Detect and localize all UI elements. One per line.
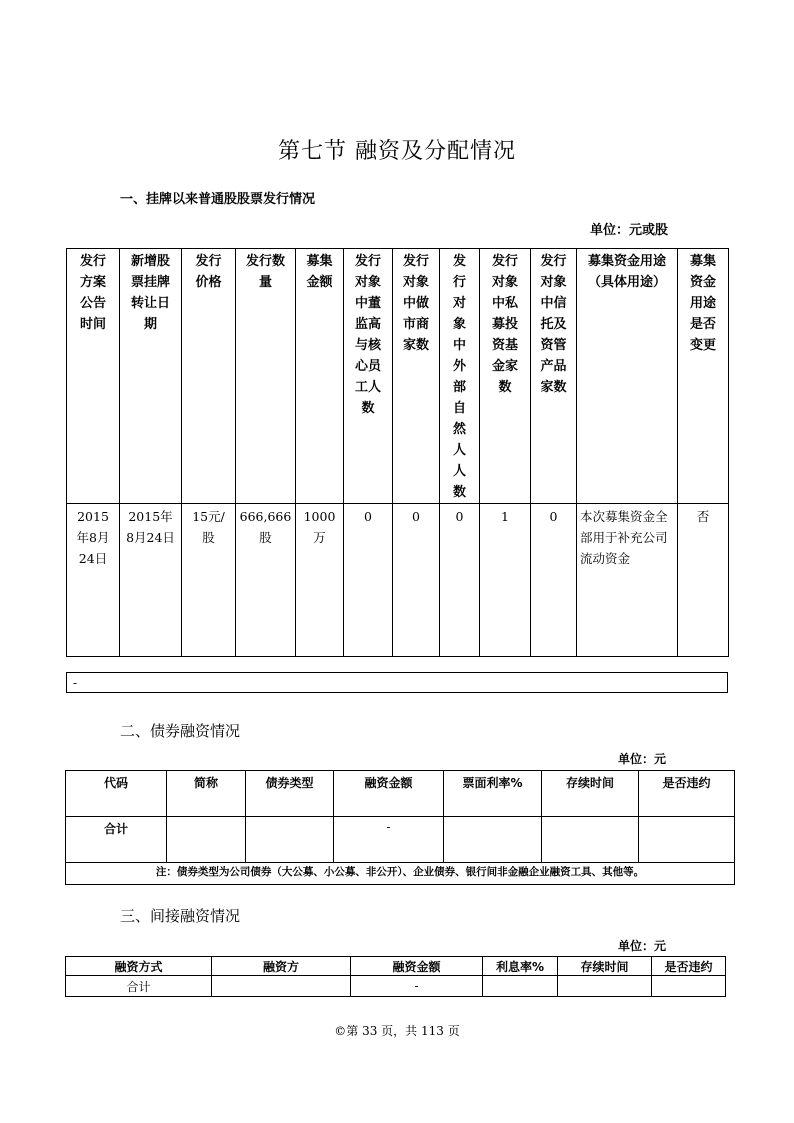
table-row [66, 976, 726, 997]
section1-note-box: - [66, 672, 728, 693]
header-cell: 新增股票挂牌转让日期 [120, 249, 182, 504]
page-title: 第七节 融资及分配情况 [278, 139, 516, 164]
section3-unit: 单位：元 [618, 939, 667, 953]
header-cell: 是否违约 [639, 771, 735, 817]
total-label: 合计 [66, 976, 212, 997]
header-cell: 是否违约 [652, 957, 726, 976]
issue-announce-date: 2015年8月24日 [67, 504, 120, 657]
header-cell: 融资方式 [66, 957, 212, 976]
header-cell: 募集金额 [296, 249, 344, 504]
table-cell [558, 976, 652, 997]
header-cell: 融资金额 [334, 771, 444, 817]
market-maker-count: 0 [393, 504, 440, 657]
header-cell: 存续时间 [558, 957, 652, 976]
header-cell: 发行对象中做市商家数 [393, 249, 440, 504]
header-cell: 票面利率% [444, 771, 542, 817]
table-cell [652, 976, 726, 997]
section1-unit: 单位：元或股 [590, 223, 669, 238]
issue-price: 15元/股 [182, 504, 236, 657]
header-cell: 利息率% [483, 957, 558, 976]
total-label: 合计 [66, 817, 167, 863]
header-cell: 发行对象中私募投资基金家数 [480, 249, 531, 504]
total-amount: - [351, 976, 483, 997]
header-cell: 发行对象中外部自然人人数 [440, 249, 480, 504]
table-cell [246, 817, 334, 863]
table-header-row [67, 249, 729, 504]
header-cell: 发行数量 [236, 249, 296, 504]
total-amount: - [334, 817, 444, 863]
bond-type-note: 注：债券类型为公司债券（大公募、小公募、非公开）、企业债券、银行间非金融企业融资工具、其他等。 [66, 863, 735, 885]
listing-date: 2015年8月24日 [120, 504, 182, 657]
table-row [67, 504, 729, 657]
issue-quantity: 666,666股 [236, 504, 296, 657]
table-header-row [66, 957, 726, 976]
header-cell: 简称 [167, 771, 246, 817]
page-footer: ©第 33 页，共 113 页 [334, 1024, 460, 1038]
external-persons-count: 0 [440, 504, 480, 657]
table-note-row [66, 863, 735, 885]
header-cell: 融资金额 [351, 957, 483, 976]
table-header-row [66, 771, 735, 817]
header-cell: 发行价格 [182, 249, 236, 504]
header-cell: 发行对象中信托及资管产品家数 [531, 249, 577, 504]
header-cell: 融资方 [212, 957, 351, 976]
header-cell: 募集资金用途（具体用途） [577, 249, 678, 504]
table-cell [167, 817, 246, 863]
table-cell [639, 817, 735, 863]
table-cell [212, 976, 351, 997]
section2-unit: 单位：元 [618, 752, 667, 766]
stock-issuance-table [66, 248, 729, 657]
section3-heading: 三、间接融资情况 [120, 907, 241, 925]
header-cell: 募集资金用途是否变更 [678, 249, 729, 504]
private-fund-count: 1 [480, 504, 531, 657]
table-cell [542, 817, 639, 863]
raised-amount: 1000万 [296, 504, 344, 657]
section2-heading: 二、债券融资情况 [120, 722, 241, 740]
fund-usage: 本次募集资金全部用于补充公司流动资金 [577, 504, 678, 657]
header-cell: 发行对象中董监高与核心员工人数 [344, 249, 393, 504]
usage-changed: 否 [678, 504, 729, 657]
header-cell: 代码 [66, 771, 167, 817]
trust-product-count: 0 [531, 504, 577, 657]
table-cell [444, 817, 542, 863]
table-row [66, 817, 735, 863]
bond-financing-table [65, 770, 735, 885]
table-cell [483, 976, 558, 997]
indirect-financing-table [65, 956, 726, 997]
section1-heading: 一、挂牌以来普通股股票发行情况 [120, 192, 316, 207]
header-cell: 发行方案公告时间 [67, 249, 120, 504]
header-cell: 存续时间 [542, 771, 639, 817]
header-cell: 债券类型 [246, 771, 334, 817]
directors-count: 0 [344, 504, 393, 657]
